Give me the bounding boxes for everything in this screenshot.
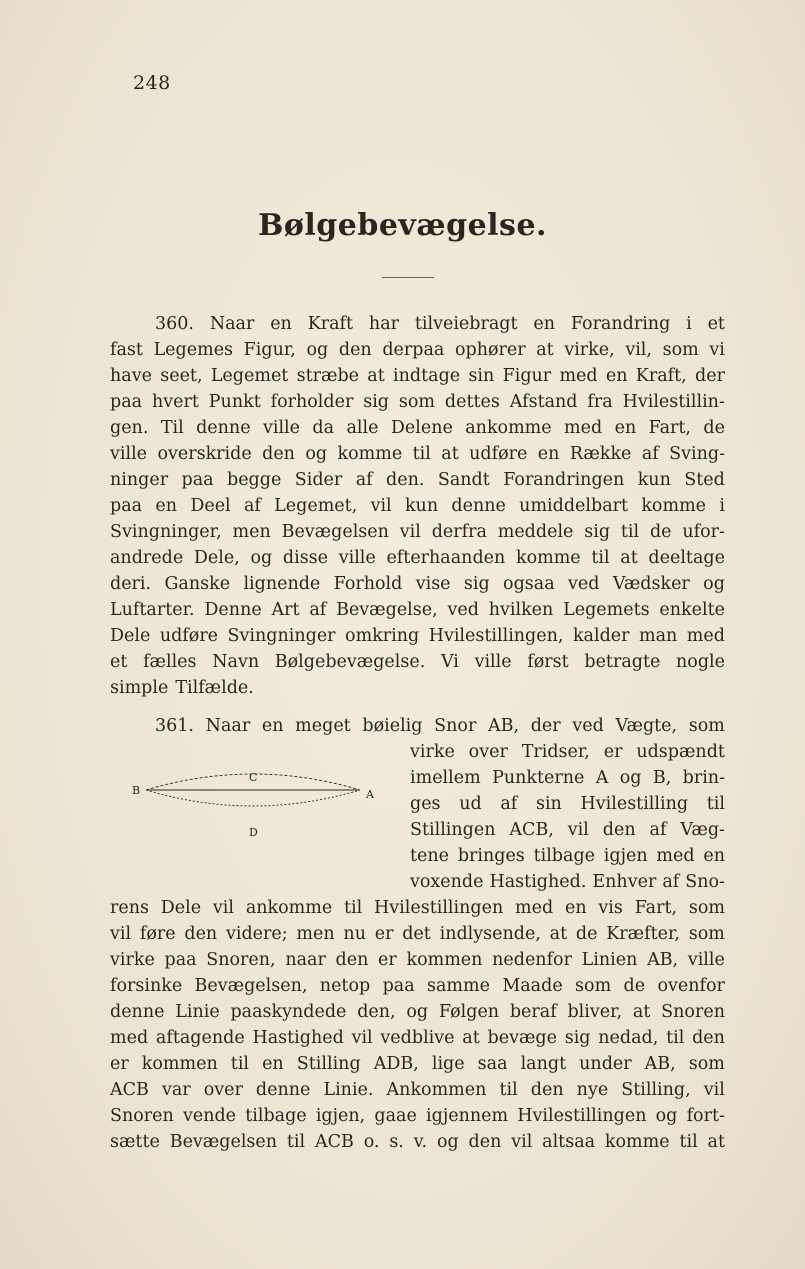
text-line: ges ud af sin Hvilestilling til <box>410 794 725 814</box>
text-line: ville overskride den og komme til at udføre en Række af Sving- <box>110 444 725 464</box>
text-line: paa en Deel af Legemet, vil kun denne umiddelbart komme i <box>110 496 725 516</box>
text-line: Stillingen ACB, vil den af Væg- <box>410 820 725 840</box>
figure-label-b: B <box>132 784 141 797</box>
figure-label-a: A <box>366 788 374 801</box>
string-curve-adb <box>146 790 360 806</box>
text-line: er kommen til en Stilling ADB, lige saa langt under AB, som <box>110 1054 725 1074</box>
text-line: virke paa Snoren, naar den er kommen nedenfor Linien AB, ville <box>110 950 725 970</box>
text-line: gen. Til denne ville da alle Delene ankomme med en Fart, de <box>110 418 725 438</box>
text-line: denne Linie paaskyndede den, og Følgen beraf bliver, at Snoren <box>110 1002 725 1022</box>
paragraph-360 <box>110 311 725 701</box>
text-line: et fælles Navn Bølgebevægelse. Vi ville først betragte nogle <box>110 652 725 672</box>
string-vibration-figure <box>128 760 388 870</box>
text-line: voxende Hastighed. Enhver af Sno- <box>410 872 725 892</box>
text-line: tene bringes tilbage igjen med en <box>410 846 725 866</box>
text-line: 360. Naar en Kraft har tilveiebragt en Forandring i et <box>155 314 725 334</box>
text-line: sætte Bevægelsen til ACB o. s. v. og den vil altsaa komme til at <box>110 1132 725 1152</box>
text-line: imellem Punkterne A og B, brin- <box>410 768 725 788</box>
text-line: paa hvert Punkt forholder sig som dettes Afstand fra Hvilestillin- <box>110 392 725 412</box>
text-line: have seet, Legemet stræbe at indtage sin Figur med en Kraft, der <box>110 366 725 386</box>
text-line: virke over Tridser, er udspændt <box>410 742 725 762</box>
text-line: forsinke Bevægelsen, netop paa samme Maade som de ovenfor <box>110 976 725 996</box>
text-line: med aftagende Hastighed vil vedblive at bevæge sig nedad, til den <box>110 1028 725 1048</box>
text-line: Dele udføre Svingninger omkring Hvilestillingen, kalder man med <box>110 626 725 646</box>
text-line: Svingninger, men Bevægelsen vil derfra meddele sig til de ufor- <box>110 522 725 542</box>
title-divider <box>382 277 434 278</box>
text-line: ninger paa begge Sider af den. Sandt Forandringen kun Sted <box>110 470 725 490</box>
figure-label-c: C <box>249 771 258 784</box>
text-line: simple Tilfælde. <box>110 678 254 698</box>
text-line: Snoren vende tilbage igjen, gaae igjennem Hvilestillingen og fort- <box>110 1106 725 1126</box>
section-title: Bølgebevægelse. <box>258 208 547 243</box>
text-line: ACB var over denne Linie. Ankommen til den nye Stilling, vil <box>110 1080 725 1100</box>
text-line: deri. Ganske lignende Forhold vise sig ogsaa ved Vædsker og <box>110 574 725 594</box>
page-number: 248 <box>133 72 171 94</box>
text-line: fast Legemes Figur, og den derpaa ophører at virke, vil, som vi <box>110 340 725 360</box>
text-line: andrede Dele, og disse ville efterhaanden komme til at deeltage <box>110 548 725 568</box>
text-line: vil føre den videre; men nu er det indlysende, at de Kræfter, som <box>110 924 725 944</box>
text-line: 361. Naar en meget bøielig Snor AB, der ved Vægte, som <box>155 716 725 736</box>
text-line: Luftarter. Denne Art af Bevægelse, ved hvilken Legemets enkelte <box>110 600 725 620</box>
figure-label-d: D <box>249 826 258 839</box>
text-line: rens Dele vil ankomme til Hvilestillingen med en vis Fart, som <box>110 898 725 918</box>
